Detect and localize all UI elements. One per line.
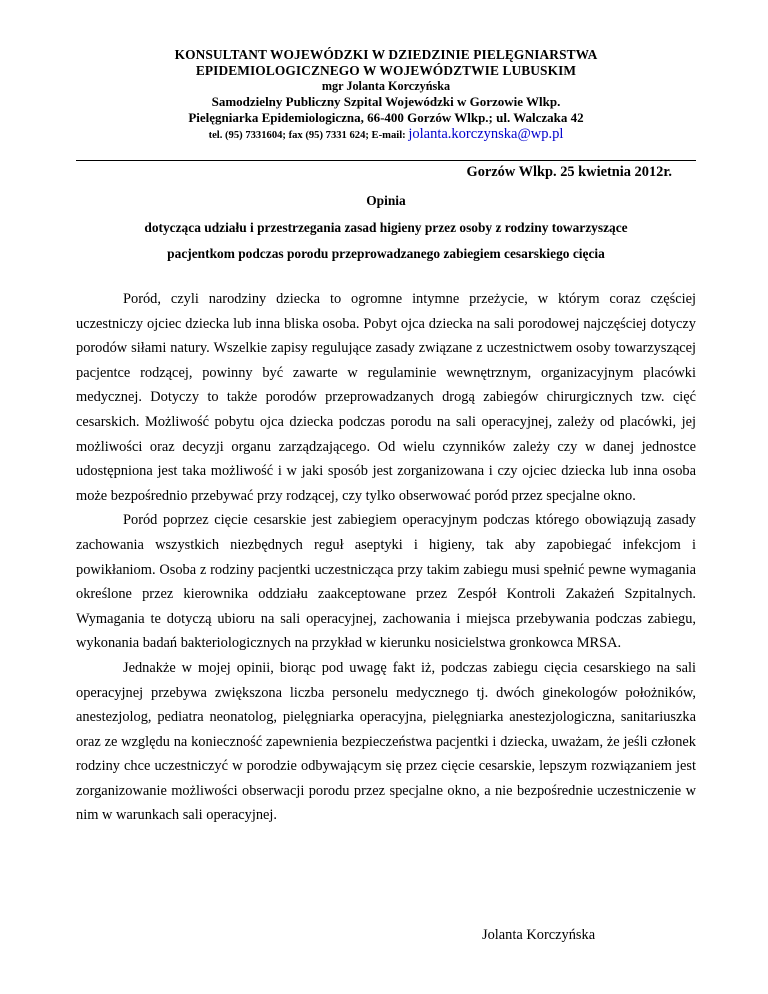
letterhead-line-2: EPIDEMIOLOGICZNEGO W WOJEWÓDZTWIE LUBUSKIM (195, 63, 577, 78)
signature: Jolanta Korczyńska (482, 927, 596, 943)
letterhead (76, 47, 696, 144)
address-line: Pielęgniarka Epidemiologiczna, 66-400 Gorzów Wlkp.; ul. Walczaka 42 (188, 110, 584, 125)
document-title: Opinia (366, 193, 406, 208)
contact-prefix: tel. (95) 7331604; fax (95) 7331 624; E-mail: (208, 130, 406, 141)
author-name: mgr Jolanta Korczyńska (321, 79, 451, 93)
letterhead-line-1: KONSULTANT WOJEWÓDZKI W DZIEDZINIE PIELĘGNIARSTWA (174, 47, 598, 62)
paragraph-1: Poród, czyli narodziny dziecka to ogromne intymne przeżycie, w którym coraz częściej uczestniczy ojciec dziecka lub inna bliska osoba. Pobyt ojca dziecka na sali porodowej najczęściej dotyczy porodów siłami natury. Wszelkie zapisy regulujące zasady związane z uczestnictwem osoby towarzyszącej pacjentce rodzącej, powinny być zawarte w regulaminie wewnętrznym, organizacyjnym placówki medycznej. Dotyczy to także porodów przeprowadzanych drogą zabiegów chirurgicznych tzw. cięć cesarskich. Możliwość pobytu ojca dziecka podczas porodu na sali operacyjnej, zależy od placówki, jej możliwości oraz decyzji organu zarządzającego. Od wielu czynników zależy czy w danej jednostce udostępniona jest taka możliwość i w jaki sposób jest zorganizowana i czy ojciec dziecka lub inna osoba może bezpośrednio przebywać przy rodzącej, czy tylko obserwować poród przez specjalne okno. (76, 291, 696, 504)
header-divider (76, 160, 696, 161)
document-subtitle-line-2: pacjentkom podczas porodu przeprowadzanego zabiegiem cesarskiego cięcia (167, 246, 605, 261)
contact-line (76, 126, 696, 144)
document-body (76, 287, 696, 828)
hospital-name: Samodzielny Publiczny Szpital Wojewódzki w Gorzowie Wlkp. (211, 94, 561, 109)
paragraph-3: Jednakże w mojej opinii, biorąc pod uwagę fakt iż, podczas zabiegu cięcia cesarskiego na sali operacyjnej przebywa zwiększona liczba personelu medycznego tj. dwóch ginekologów położników, anestezjolog, pediatra neonatolog, pielęgniarka operacyjna, pielęgniarka anestezjologiczna, sanitariuszka oraz ze względu na konieczność zapewnienia bezpieczeństwa pacjentki i dziecka, uważam, że jeśli członek rodziny chce uczestniczyć w porodzie odbywającym się przez cięcie cesarskie, lepszym rozwiązaniem jest zorganizowanie możliwości obserwacji porodu przez specjalne okno, a nie bezpośrednie uczestniczenie w nim w warunkach sali operacyjnej. (76, 659, 696, 824)
document-subtitle-line-1: dotycząca udziału i przestrzegania zasad higieny przez osoby z rodziny towarzyszące (144, 220, 628, 235)
document-date: Gorzów Wlkp. 25 kwietnia 2012r. (466, 164, 672, 180)
paragraph-2: Poród poprzez cięcie cesarskie jest zabiegiem operacyjnym podczas którego obowiązują zasady zachowania wszystkich niezbędnych reguł aseptyki i higieny, tak aby zapobiegać infekcjom i powikłaniom. Osoba z rodziny pacjentki uczestnicząca przy takim zabiegu musi spełnić pewne wymagania określone przez kierownika oddziału zaakceptowane przez Zespół Kontroli Zakażeń Szpitalnych. Wymagania te dotyczą ubioru na sali operacyjnej, zachowania i miejsca przebywania podczas zabiegu, wykonania badań bakteriologicznych na przykład w kierunku nosicielstwa gronkowca MRSA. (76, 512, 696, 652)
email-link[interactable]: jolanta.korczynska@wp.pl (408, 126, 564, 142)
